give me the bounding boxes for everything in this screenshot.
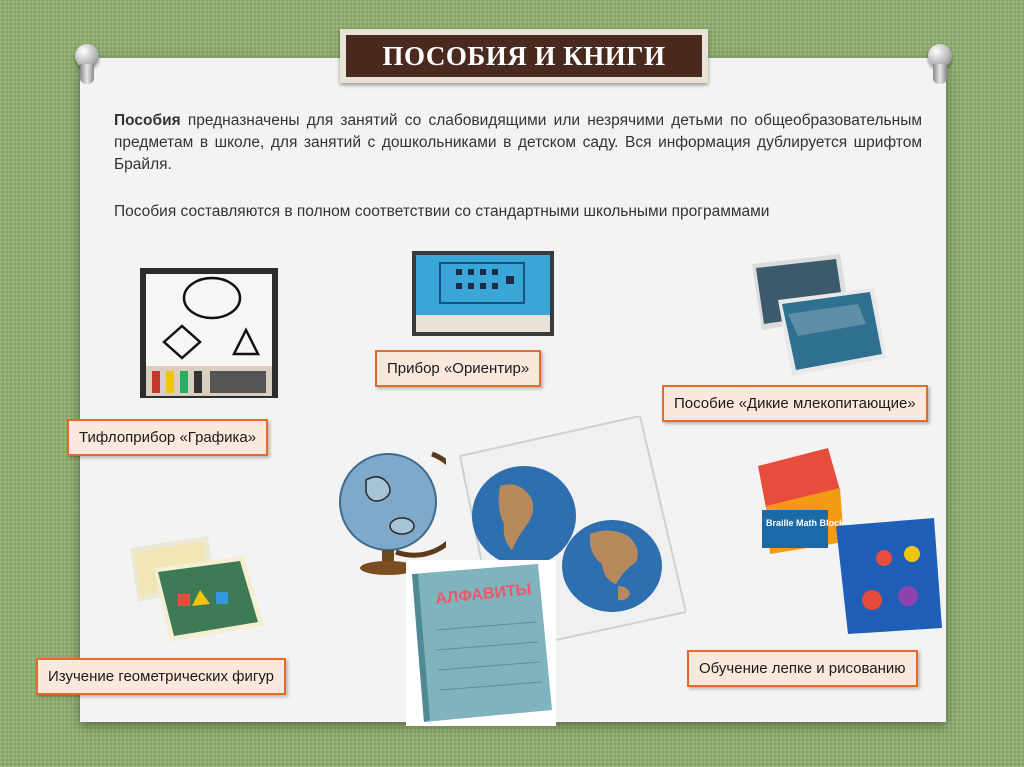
pushpin-right-icon [925,44,955,88]
label-grafika: Тифлоприбор «Графика» [67,419,268,456]
grafika-device-image [140,268,278,398]
label-wild-mammals: Пособие «Дикие млекопитающие» [662,385,928,422]
label-geometry: Изучение геометрических фигур [36,658,286,695]
second-paragraph: Пособия составляются в полном соответствии со стандартными школьными программами [114,203,770,220]
orientir-device-image [412,251,554,336]
alphabets-book-image [406,560,556,726]
intro-lead: Пособия [114,112,181,129]
page-title: ПОСОБИЯ И КНИГИ [346,35,702,77]
braille-blocks-label: Braille Math Blocks [766,518,850,528]
modeling-books-image [752,446,944,636]
title-frame [340,29,708,83]
intro-text: предназначены для занятий со слабовидящими или незрячими детьми по общеобразовательным предметам в школе, для занятий с дошкольниками в детском саду. Вся информация дублируется шрифтом Брайля. [114,112,922,173]
wild-mammals-books-image [748,254,888,380]
label-modeling: Обучение лепке и рисованию [687,650,918,687]
pushpin-left-icon [72,44,102,88]
globe-image [336,440,446,576]
alphabets-book-title: АЛФАВИТЫ [434,581,533,608]
label-orientir: Прибор «Ориентир» [375,350,541,387]
geometry-books-image [130,536,266,642]
intro-paragraph [114,110,922,176]
